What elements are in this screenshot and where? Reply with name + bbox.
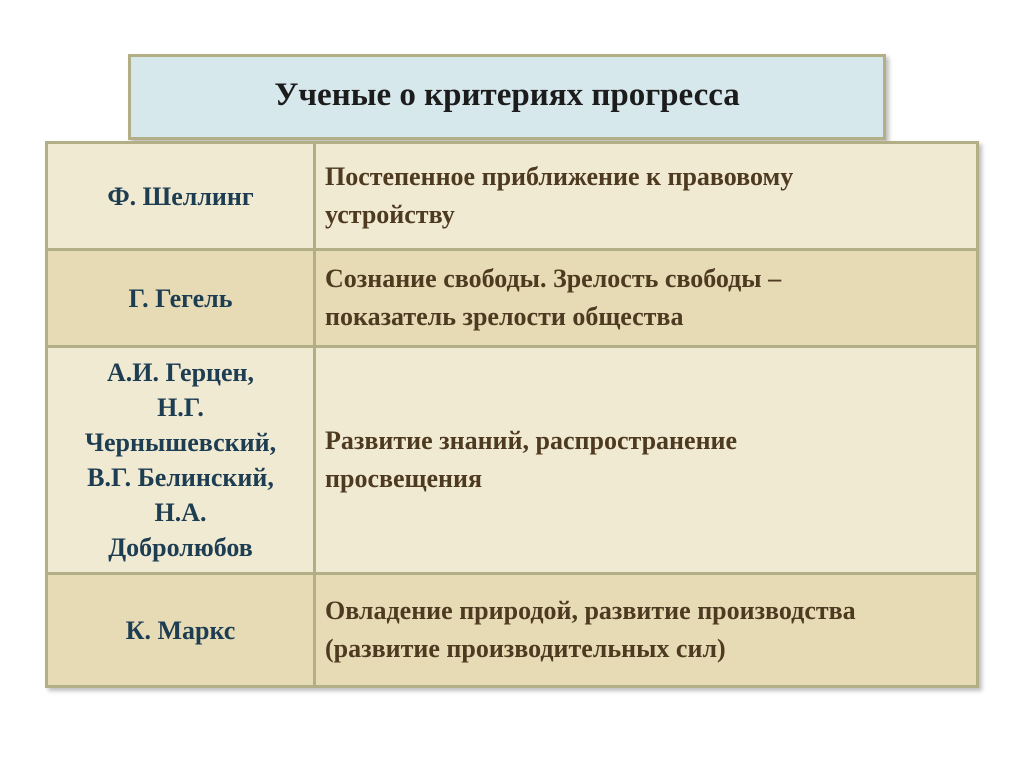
scientist-cell <box>47 250 315 347</box>
scientist-cell <box>47 143 315 250</box>
scientist-name: Ф. Шеллинг <box>107 181 254 211</box>
scientist-cell <box>47 347 315 574</box>
criterion-text: (развитие производительных сил) <box>325 634 726 663</box>
slide-title: Ученые о критериях прогресса <box>274 76 740 113</box>
scientist-name: Добролюбов <box>108 533 253 562</box>
criterion-text: Развитие знаний, распространение <box>325 426 738 455</box>
table-row <box>47 574 978 687</box>
scientist-name: В.Г. Белинский, <box>87 463 274 492</box>
table-row <box>47 143 978 250</box>
criteria-table <box>45 141 979 688</box>
scientist-name: Н.Г. <box>157 393 204 422</box>
table-row <box>47 250 978 347</box>
criterion-cell <box>315 574 978 687</box>
scientist-name: А.И. Герцен, <box>106 358 255 387</box>
table-row <box>47 347 978 574</box>
criterion-cell <box>315 143 978 250</box>
title-banner <box>128 54 886 140</box>
criterion-text: устройству <box>325 200 455 229</box>
scientist-name: Чернышевский, <box>84 428 277 457</box>
criterion-text: Овладение природой, развитие производства <box>325 596 856 625</box>
criterion-text: просвещения <box>325 464 483 493</box>
scientist-cell <box>47 574 315 687</box>
scientist-name: Н.А. <box>154 498 207 527</box>
criterion-cell <box>315 347 978 574</box>
criterion-cell <box>315 250 978 347</box>
criterion-text: Постепенное приближение к правовому <box>325 162 794 191</box>
scientist-name: Г. Гегель <box>128 283 233 313</box>
criterion-text: показатель зрелости общества <box>325 302 684 331</box>
scientist-name: К. Маркс <box>125 615 236 645</box>
criterion-text: Сознание свободы. Зрелость свободы – <box>325 264 782 293</box>
